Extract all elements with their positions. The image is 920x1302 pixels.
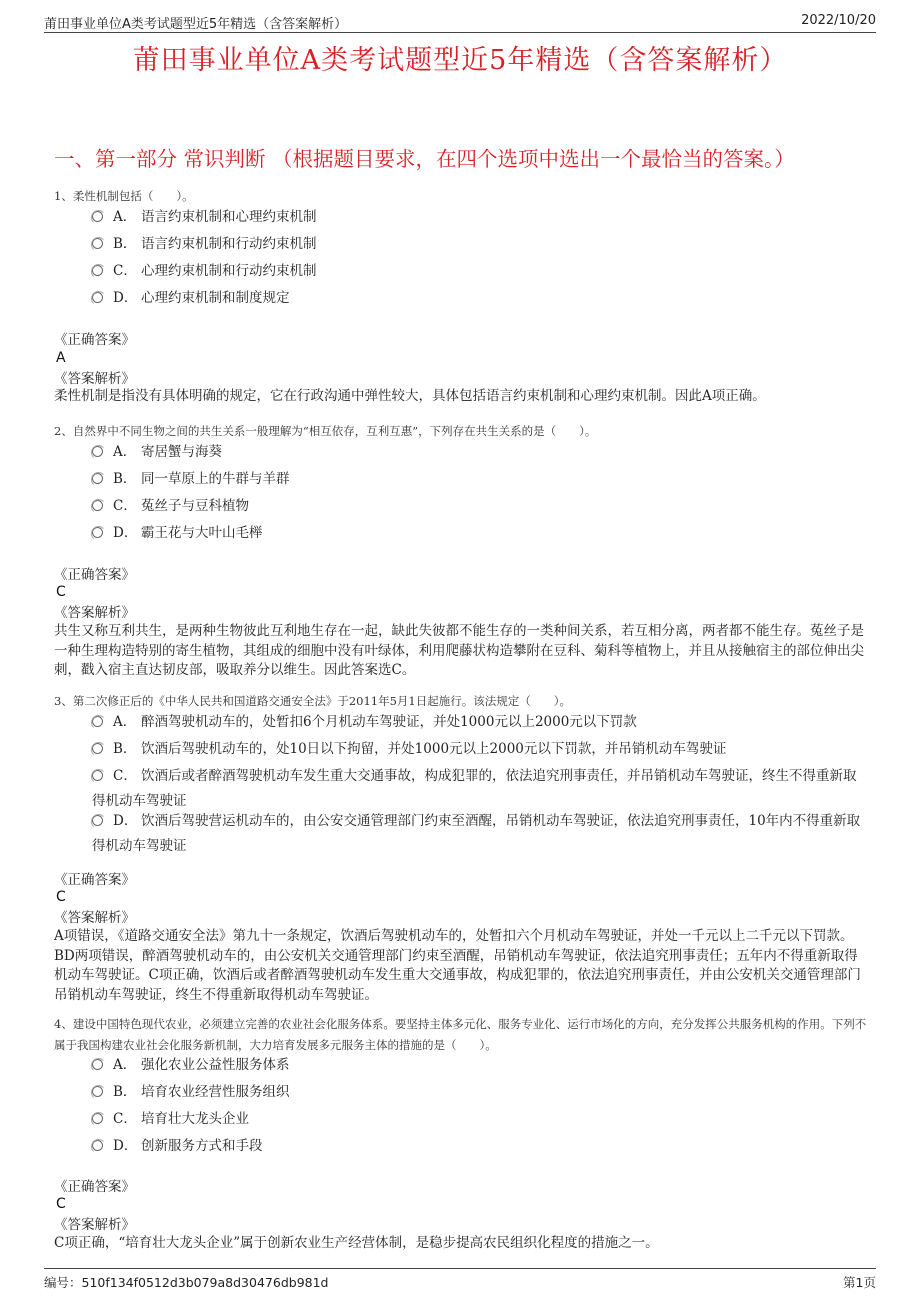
radio-icon[interactable] (92, 716, 103, 727)
option-a[interactable]: A． 醉酒驾驶机动车的，处暂扣6个月机动车驾驶证，并处1000元以上2000元以下罚款 (92, 710, 864, 735)
radio-icon[interactable] (92, 527, 103, 538)
radio-icon[interactable] (92, 265, 103, 276)
radio-icon[interactable] (92, 1086, 103, 1097)
radio-icon[interactable] (92, 743, 103, 754)
question-text: 2、自然界中不同生物之间的共生关系一般理解为“相互依存，互利互惠”，下列存在共生关系的是（ ）。 (54, 424, 597, 438)
radio-icon[interactable] (92, 446, 103, 457)
analysis-label: 《答案解析》 (54, 910, 135, 926)
option-b[interactable]: B． 饮酒后驾驶机动车的，处10日以下拘留，并处1000元以上2000元以下罚款，并吊销机动车驾驶证 (92, 737, 864, 762)
option-b[interactable]: B． 语言约束机制和行动约束机制 (92, 232, 864, 257)
header-doc-name: 莆田事业单位A类考试题型近5年精选（含答案解析） (44, 17, 348, 32)
analysis-label: 《答案解析》 (54, 605, 135, 621)
correct-answer: C (56, 1196, 66, 1212)
option-c[interactable]: C． 心理约束机制和行动约束机制 (92, 259, 864, 284)
radio-icon[interactable] (92, 770, 103, 781)
radio-icon[interactable] (92, 815, 103, 826)
answer-analysis: 柔性机制是指没有具体明确的规定，它在行政沟通中弹性较大，具体包括语言约束机制和心理约束机制。因此A项正确。 (54, 388, 766, 404)
correct-answer: C (56, 584, 66, 600)
radio-icon[interactable] (92, 473, 103, 484)
option-c[interactable]: C． 饮酒后或者醉酒驾驶机动车发生重大交通事故，构成犯罪的，依法追究刑事责任，并吊销机动车驾驶证，终生不得重新取得机动车驾驶证 (92, 768, 857, 809)
analysis-label: 《答案解析》 (54, 371, 135, 387)
radio-icon[interactable] (92, 211, 103, 222)
page-number: 第1页 (843, 1275, 876, 1290)
answer-analysis: 共生又称互利共生，是两种生物彼此互利地生存在一起，缺此失彼都不能生存的一类种间关系，若互相分离，两者都不能生存。菟丝子是一种生理构造特别的寄生植物，其组成的细胞中没有叶绿体，利用爬藤状构造攀附在豆科、菊科等植物上，并且从接触宿主的部位伸出尖刺，戳入宿主直达韧皮部，吸取养分以维生。因此答案选C。 (54, 623, 864, 678)
option-b[interactable]: B． 同一草原上的牛群与羊群 (92, 467, 864, 492)
answer-analysis: C项正确，“培育壮大龙头企业”属于创新农业生产经营体制，是稳步提高农民组织化程度的措施之一。 (54, 1235, 659, 1251)
radio-icon[interactable] (92, 1140, 103, 1151)
correct-answer-label: 《正确答案》 (54, 1179, 135, 1195)
option-b[interactable]: B． 培育农业经营性服务组织 (92, 1080, 864, 1105)
option-a[interactable]: A． 语言约束机制和心理约束机制 (92, 205, 864, 230)
option-d[interactable]: D． 霸王花与大叶山毛榉 (92, 521, 864, 546)
correct-answer-label: 《正确答案》 (54, 332, 135, 348)
correct-answer-label: 《正确答案》 (54, 567, 135, 583)
page-header (44, 10, 876, 33)
option-a[interactable]: A． 强化农业公益性服务体系 (92, 1053, 864, 1078)
option-c[interactable]: C． 菟丝子与豆科植物 (92, 494, 864, 519)
section-heading: 一、第一部分 常识判断 （根据题目要求，在四个选项中选出一个最恰当的答案。） (54, 147, 795, 171)
question-text: 4、建设中国特色现代农业，必须建立完善的农业社会化服务体系。要坚持主体多元化、服务专业化、运行市场化的方向，充分发挥公共服务机构的作用。下列不属于我国构建农业社会化服务新机制，大力培育发展多元服务主体的措施的是（ ）。 (54, 1017, 867, 1052)
option-d[interactable]: D． 创新服务方式和手段 (92, 1134, 864, 1159)
answer-analysis: A项错误，《道路交通安全法》第九十一条规定，饮酒后驾驶机动车的，处暂扣六个月机动车驾驶证，并处一千元以上二千元以下罚款。BD两项错误，醉酒驾驶机动车的，由公安机关交通管理部门约束至酒醒，吊销机动车驾驶证，依法追究刑事责任；五年内不得重新取得机动车驾驶证。C项正确，饮酒后或者醉酒驾驶机动车发生重大交通事故，构成犯罪的，依法追究刑事责任，并由公安机关交通管理部门吊销机动车驾驶证，终生不得重新取得机动车驾驶证。 (54, 928, 861, 1003)
option-c[interactable]: C． 培育壮大龙头企业 (92, 1107, 864, 1132)
radio-icon[interactable] (92, 1059, 103, 1070)
option-d[interactable]: D． 饮酒后驾驶营运机动车的，由公安交通管理部门约束至酒醒，吊销机动车驾驶证，依法追究刑事责任，10年内不得重新取得机动车驾驶证 (92, 813, 861, 854)
question-text: 1、柔性机制包括（ ）。 (54, 189, 194, 203)
radio-icon[interactable] (92, 238, 103, 249)
radio-icon[interactable] (92, 292, 103, 303)
analysis-label: 《答案解析》 (54, 1217, 135, 1233)
document-code: 编号：510f134f0512d3b079a8d30476db981d (44, 1275, 329, 1290)
radio-icon[interactable] (92, 1113, 103, 1124)
option-d[interactable]: D． 心理约束机制和制度规定 (92, 286, 864, 311)
document-title: 莆田事业单位A类考试题型近5年精选（含答案解析） (132, 45, 788, 76)
header-date: 2022/10/20 (801, 13, 876, 28)
page-footer (44, 1268, 876, 1293)
correct-answer-label: 《正确答案》 (54, 872, 135, 888)
option-a[interactable]: A． 寄居蟹与海葵 (92, 440, 864, 465)
correct-answer: A (56, 350, 66, 366)
question-text: 3、第二次修正后的《中华人民共和国道路交通安全法》于2011年5月1日起施行。该法规定（ ）。 (54, 694, 571, 708)
radio-icon[interactable] (92, 500, 103, 511)
correct-answer: C (56, 889, 66, 905)
